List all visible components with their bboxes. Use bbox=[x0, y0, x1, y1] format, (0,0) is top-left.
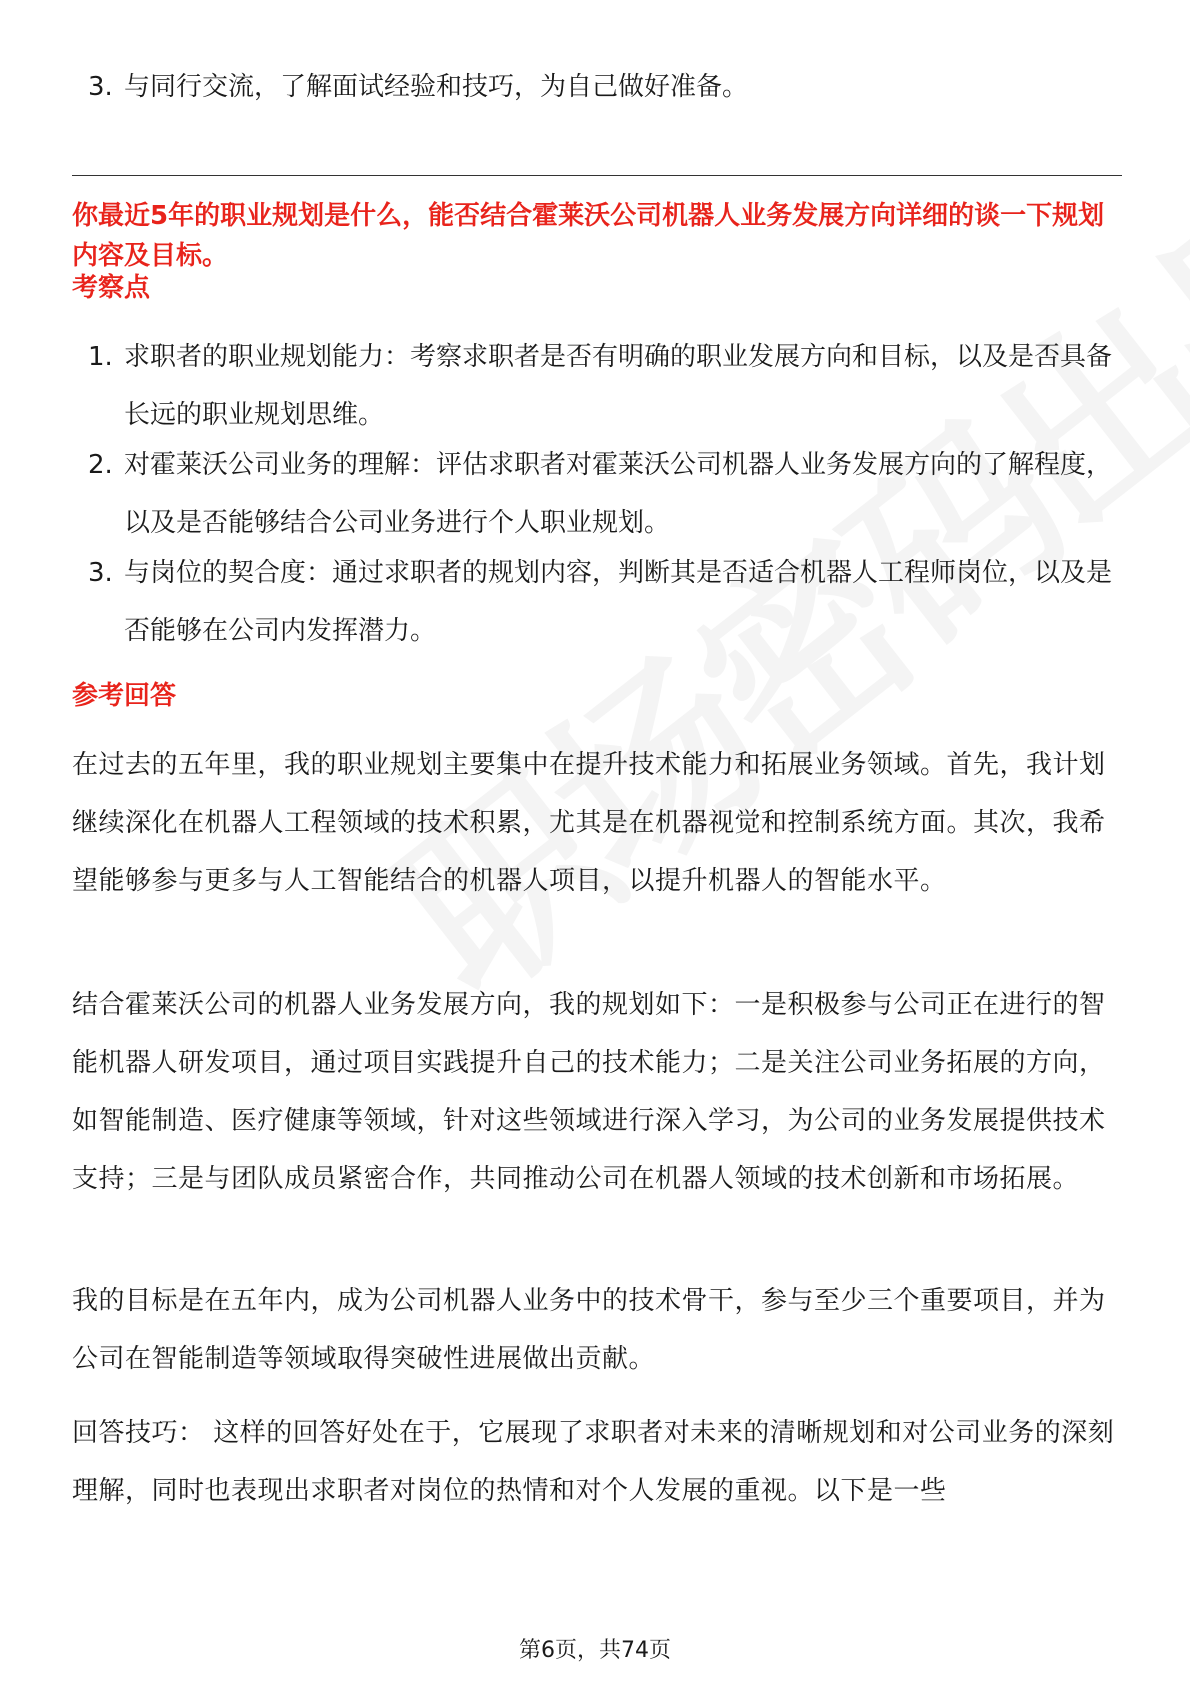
answer-paragraph: 我的目标是在五年内，成为公司机器人业务中的技术骨干，参与至少三个重要项目，并为公司在智能制造等领域取得突破性进展做出贡献。 bbox=[72, 1286, 1106, 1374]
list-item-number: 1. bbox=[88, 342, 113, 372]
list-item bbox=[88, 58, 1128, 116]
list-item bbox=[88, 328, 1128, 444]
section-divider bbox=[72, 175, 1122, 176]
list-item-number: 3. bbox=[88, 558, 113, 588]
answer-paragraph: 结合霍莱沃公司的机器人业务发展方向，我的规划如下：一是积极参与公司正在进行的智能机器人研发项目，通过项目实践提升自己的技术能力；二是关注公司业务拓展的方向，如智能制造、医疗健康等领域，针对这些领域进行深入学习，为公司的业务发展提供技术支持；三是与团队成员紧密合作，共同推动公司在机器人领域的技术创新和市场拓展。 bbox=[72, 990, 1106, 1194]
exam-points-heading: 考察点 bbox=[72, 273, 151, 303]
page-number: 第6页，共74页 bbox=[519, 1638, 671, 1663]
list-item-number: 2. bbox=[88, 450, 113, 480]
list-item-text: 与同行交流，了解面试经验和技巧，为自己做好准备。 bbox=[124, 72, 749, 102]
list-item-text: 求职者的职业规划能力：考察求职者是否有明确的职业发展方向和目标，以及是否具备长远的职业规划思维。 bbox=[124, 342, 1113, 430]
answer-paragraph: 在过去的五年里，我的职业规划主要集中在提升技术能力和拓展业务领域。首先，我计划继续深化在机器人工程领域的技术积累，尤其是在机器视觉和控制系统方面。其次，我希望能够参与更多与人工智能结合的机器人项目，以提升机器人的智能水平。 bbox=[72, 750, 1106, 896]
list-item-number: 3. bbox=[88, 72, 113, 102]
question-title: 你最近5年的职业规划是什么，能否结合霍莱沃公司机器人业务发展方向详细的谈一下规划内容及目标。 bbox=[72, 201, 1105, 271]
list-item-text: 对霍莱沃公司业务的理解：评估求职者对霍莱沃公司机器人业务发展方向的了解程度，以及是否能够结合公司业务进行个人职业规划。 bbox=[124, 450, 1113, 538]
list-item bbox=[88, 436, 1128, 552]
list-item-text: 与岗位的契合度：通过求职者的规划内容，判断其是否适合机器人工程师岗位，以及是否能够在公司内发挥潜力。 bbox=[124, 558, 1113, 646]
answer-tip-paragraph: 回答技巧： 这样的回答好处在于，它展现了求职者对未来的清晰规划和对公司业务的深刻理解，同时也表现出求职者对岗位的热情和对个人发展的重视。以下是一些 bbox=[72, 1418, 1115, 1506]
reference-answer-heading: 参考回答 bbox=[72, 681, 177, 711]
list-item bbox=[88, 544, 1128, 660]
